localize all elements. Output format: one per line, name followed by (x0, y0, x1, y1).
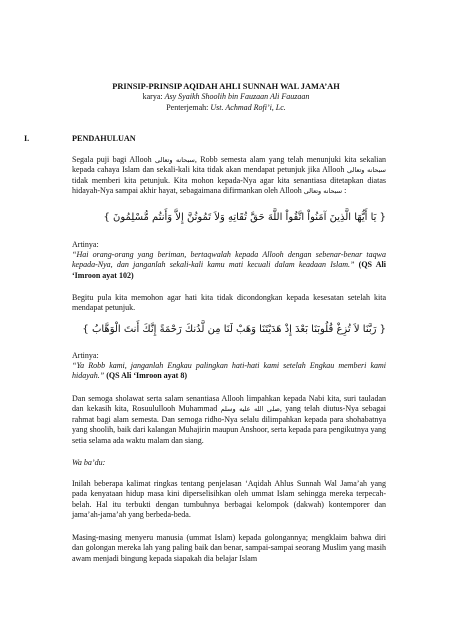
verse-2-reference: (QS Ali ‘Imroon ayat 8) (104, 371, 187, 381)
p3-arabic-salawat: صلى الله عليه وسلم (220, 405, 280, 414)
translator-name: Ust. Achmad Rofi’i, Lc. (210, 102, 286, 112)
verse-1-translation (72, 250, 386, 281)
p1-arabic-praise-2: سبحانه وتعالى (346, 166, 386, 175)
paragraph-sholawat (72, 394, 386, 446)
author-name: Asy Syaikh Shoolih bin Fauzaan Ali Fauzaan (164, 92, 310, 102)
document-header (60, 82, 392, 113)
paragraph-opening (72, 155, 386, 197)
verse-2-translation-text: “Ya Robb kami, janganlah Engkau palingkan hati-hati kami setelah Engkau memberi kami hidayah.” (72, 361, 386, 381)
translator-line (60, 103, 392, 113)
p1-arabic-praise-1: سبحانه وتعالى (155, 156, 195, 164)
translator-prefix: Penterjemah: (166, 102, 211, 112)
verse-1-reference: (QS Ali ‘Imroon ayat 102) (72, 260, 386, 280)
verse-1-arabic: { يَا أَيُّهَا الَّذِينَ آمَنُواْ اتَّقُواْ اللَّهَ حَقَّ تُقَاتِهِ وَلاَ تَمُوتُنَّ إِلاَّ وَأَنتُم مُّسْلِمُونَ } (103, 212, 386, 223)
verse-1-translation-text: “Hai orang-orang yang beriman, bertaqwalah kepada Allooh dengan sebenar-benar taqwa kepada-Nya, dan janganlah sekali-kali kamu mati kecuali dalam keadaan Islam.” (72, 250, 386, 270)
p1-text-a: Segala puji bagi Allooh (72, 155, 156, 164)
p3-text-a: Dan semoga sholawat serta salam senantiasa Allooh limpahkan kepada Nabi kita, suri tauladan dan kekasih kita, Rosuulullooh Muhammad (72, 394, 386, 414)
wa-bada: Wa ba’du: (72, 458, 106, 467)
paragraph-groups: Masing-masing menyeru manusia (ummat Islam) kepada golongannya; mengklaim bahwa diri dan golongan mereka lah yang paling baik dan benar, sampai-sampai seorang Muslim yang masih awam menjadi bingung kepada siapakah dia belajar Islam (72, 533, 386, 563)
paragraph-guidance: Begitu pula kita memohon agar hati kita tidak dicondongkan kepada kesesatan setelah kita mendapat petunjuk. (72, 293, 386, 313)
artinya-2-label: Artinya: (72, 351, 99, 360)
section-title: PENDAHULUAN (72, 134, 136, 143)
verse-2-translation (72, 361, 386, 382)
p3-text-b: , yang telah diutus-Nya sebagai rahmat bagi alam semesta. Dan semoga ridho-Nya selalu dilimpahkan kepada para shohabatnya yang shoolih, baik dari kalangan Muhajirin maupun Anshoor, serta kepada para pengikutnya yang setia selama ada waktu malam dan siang. (72, 404, 387, 445)
paragraph-summary: Inilah beberapa kalimat ringkas tentang penjelasan ‘Aqidah Ahlus Sunnah Wal Jama’ah yang pada kenyataan hidup masa kini diperselisihkan oleh ummat Islam sehingga mereka terpecah-belah. Hal itu terbukti dengan tumbuhnya berbagai kelompok (dakwah) kontemporer dan jama’ah-jama’ah yang berbeda-beda. (72, 479, 386, 520)
p1-text-c: tidak memberi kita petunjuk. Kita mohon kepada-Nya agar kita senantiasa ditetapkan diatas hidayah-Nya sampai akhir hayat, sebagaimana difirmankan oleh Allooh (72, 175, 386, 196)
section-number: I. (24, 134, 30, 143)
verse-2-arabic: { رَبَّنَا لاَ تُزِغْ قُلُوبَنَا بَعْدَ إِذْ هَدَيْتَنَا وَهَبْ لَنَا مِن لَّدُنكَ رَحْمَةً إِنَّكَ أَنتَ الْوَهَّابُ } (82, 324, 386, 335)
author-line (60, 92, 392, 102)
author-prefix: karya: (142, 92, 165, 102)
p1-text-d: : (342, 186, 347, 196)
document-title: PRINSIP-PRINSIP AQIDAH AHLI SUNNAH WAL JAMA’AH (112, 82, 340, 91)
p1-arabic-praise-3: سبحانه وتعالى (303, 187, 343, 196)
artinya-1-label: Artinya: (72, 240, 99, 249)
p1-text-b: , Robb semesta alam yang telah menunjuki kita sekalian kepada cahaya Islam dan sekali-kali kita tidak akan mendapat petunjuk jika Allooh (72, 155, 386, 175)
